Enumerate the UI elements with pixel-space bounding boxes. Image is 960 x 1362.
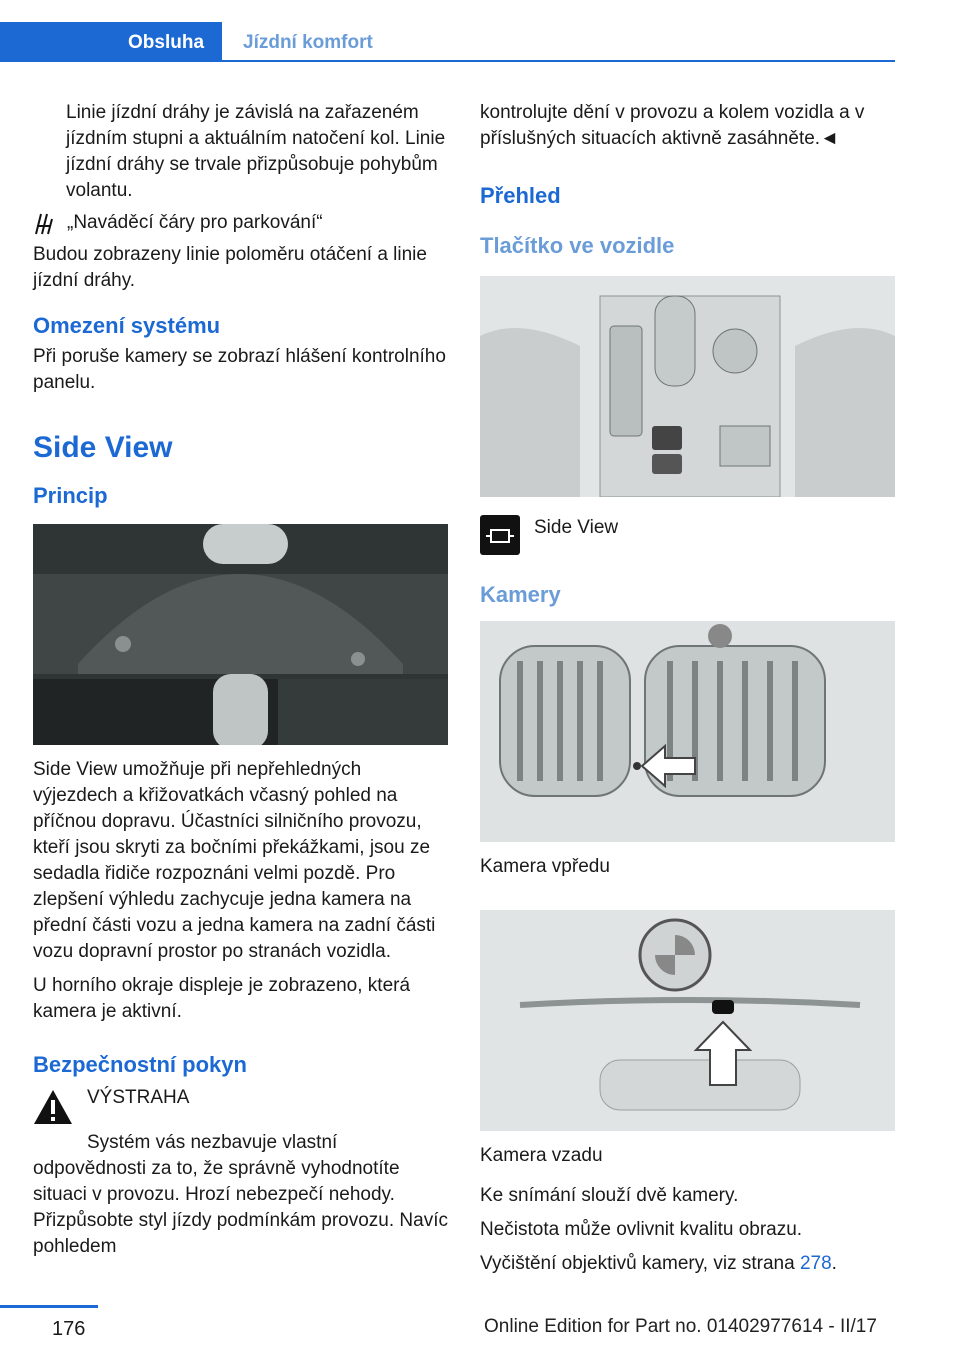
side-view-display-image [33,524,448,745]
page-number: 176 [52,1318,86,1340]
paragraph-cleaning [480,1251,895,1277]
rear-camera-image [480,910,895,1131]
heading-safety-notice: Bezpečnostní pokyn [33,1052,247,1077]
center-console-image [480,276,895,497]
paragraph-lines: Budou zobrazeny linie poloměru otáčení a linie jízdní dráhy. [33,244,427,291]
side-view-button-icon[interactable] [480,515,520,555]
heading-button-in-vehicle: Tlačítko ve vozidle [480,233,675,258]
parking-lines-row [33,210,448,236]
edition-text: Online Edition for Part no. 01402977614 - II/17 [484,1316,877,1337]
cleaning-suffix: . [831,1253,837,1274]
heading-overview: Přehled [480,183,561,208]
paragraph-two-cameras: Ke snímání slouží dvě kamery. [480,1185,739,1206]
parking-lines-label: „Naváděcí čáry pro parkování“ [67,212,323,233]
warning-text: Systém vás nezbavuje vlastní odpovědnosti za to, že správně vyhodnotíte situaci v provozu. Hrozí nebezpečí nehody. Přizpůsobte styl jízdy podmínkám provozu. Navíc pohledem [33,1132,449,1257]
parking-lines-icon [33,212,53,236]
tab-jizdni-komfort[interactable]: Jízdní komfort [243,32,373,53]
header-tabbar [0,22,895,62]
footer-rule [0,1305,98,1308]
heading-side-view: Side View [33,431,173,464]
paragraph-continued: kontrolujte dění v provozu a kolem vozidla a v příslušných situacích aktivně zasáhněte.◄ [480,102,865,149]
paragraph-side-view-description: Side View umožňuje při nepřehledných výjezdech a křižovatkách včasný pohled na příčnou dopravu. Účastníci silničního provozu, kteří jsou skryti za bočními překážkami, jsou ze sedadla řidiče rozpoznáni velmi pozdě. Pro zlepšení výhledu zachycuje jedna kamera na přední části vozu a jedna kamera na zadní části vozu dopravní prostor po stranách vozidla. [33,759,436,962]
side-view-button-row [480,515,895,555]
header-rule [0,60,895,62]
heading-cameras: Kamery [480,582,561,607]
paragraph-dirt: Nečistota může ovlivnit kvalitu obrazu. [480,1219,803,1240]
heading-principle: Princip [33,483,108,508]
side-view-button-label: Side View [534,517,619,538]
tab-obsluha[interactable]: Obsluha [0,22,222,62]
paragraph-trajectory: Linie jízdní dráhy je závislá na zařazeném jízdním stupni a aktuálním natočení kol. Linie jízdní dráhy se trvale přizpůsobuje pohybům volantu. [66,102,446,201]
caption-front-camera: Kamera vpředu [480,856,610,877]
left-column [33,100,448,1268]
paragraph-active-camera: U horního okraje displeje je zobrazeno, která kamera je aktivní. [33,975,411,1022]
warning-triangle-icon [33,1089,73,1130]
paragraph-limits: Při poruše kamery se zobrazí hlášení kontrolního panelu. [33,346,446,393]
front-camera-image [480,621,895,842]
right-column [480,100,895,1285]
cleaning-text: Vyčištění objektivů kamery, viz strana [480,1253,800,1274]
warning-title: VÝSTRAHA [87,1087,190,1108]
caption-rear-camera: Kamera vzadu [480,1145,603,1166]
warning-block [33,1085,448,1130]
heading-system-limits: Omezení systému [33,313,221,338]
page-reference-link[interactable]: 278 [799,1253,832,1274]
